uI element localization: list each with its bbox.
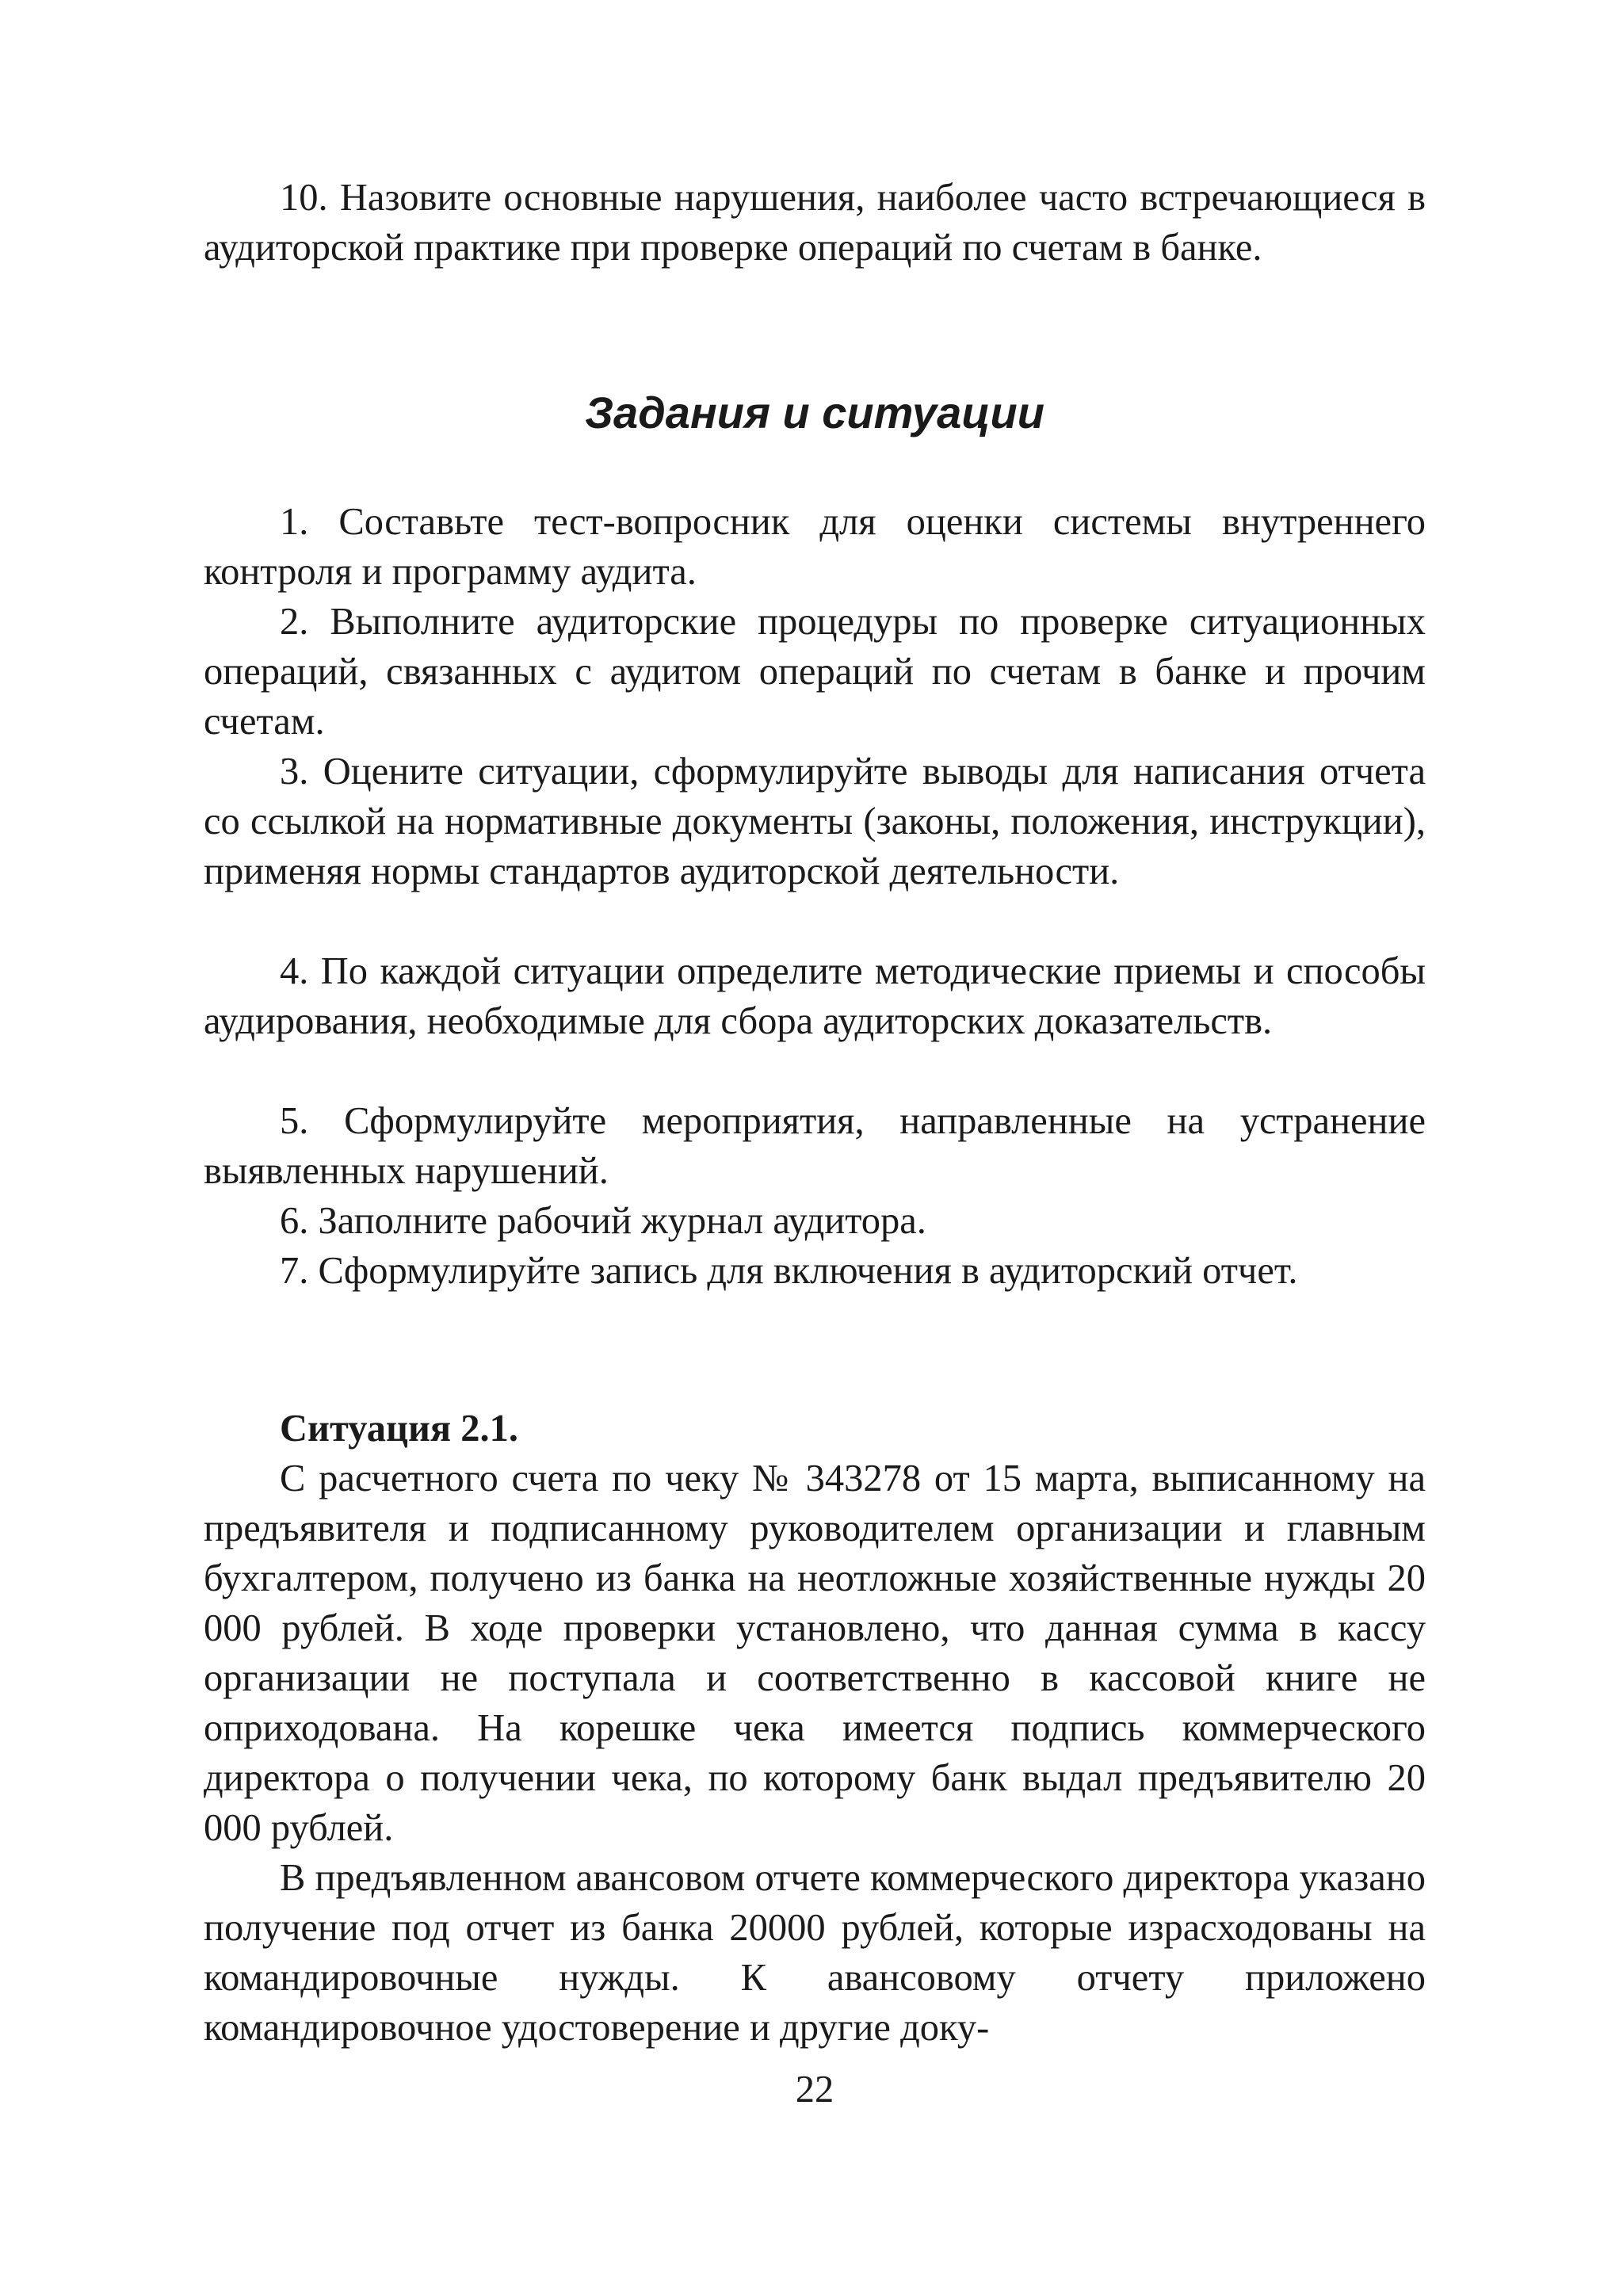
question-10: 10. Назовите основные нарушения, наиболее часто встречающиеся в аудиторской практике при проверке операций по счетам в банке. [204, 177, 1426, 269]
situation-title: Ситуация 2.1. [280, 1408, 519, 1450]
situation-paragraph-2: В предъявленном авансовом отчете коммерческого директора указано получение под отчет из банка 20000 рублей, которые израсходованы на командировочные нужды. К авансовому отчету приложено командировочное удостоверение и другие доку- [204, 1857, 1426, 2049]
task-item-6: 6. Заполните рабочий журнал аудитора. [280, 1200, 926, 1242]
task-item-7: 7. Сформулируйте запись для включения в аудиторский отчет. [280, 1250, 1298, 1292]
task-item-1: 1. Составьте тест-вопросник для оценки системы внутреннего контроля и программу аудита. [204, 501, 1426, 593]
page-number: 22 [795, 2069, 834, 2111]
situation-paragraph-1: С расчетного счета по чеку № 343278 от 15 марта, выписанному на предъявителя и подписанному руководителем организации и главным бухгалтером, получено из банка на неотложные хозяйственные нужды 20 000 рублей. В ходе проверки установлено, что данная сумма в кассу организации не поступала и соответственно в кассовой книге не оприходована. На корешке чека имеется подпись коммерческого директора о получении чека, по которому банк выдал предъявителю 20 000 рублей. [204, 1457, 1426, 1849]
task-item-2: 2. Выполните аудиторские процедуры по проверке ситуационных операций, связанных с аудитом операций по счетам в банке и прочим счетам. [204, 601, 1426, 743]
section-heading: Задания и ситуации [585, 388, 1044, 437]
task-item-4: 4. По каждой ситуации определите методические приемы и способы аудирования, необходимые для сбора аудиторских доказательств. [204, 950, 1426, 1042]
task-item-5: 5. Сформулируйте мероприятия, направленные на устранение выявленных нарушений. [204, 1100, 1426, 1192]
task-item-3: 3. Оцените ситуации, сформулируйте выводы для написания отчета со ссылкой на нормативные документы (законы, положения, инструкции), применяя нормы стандартов аудиторской деятельности. [204, 751, 1426, 892]
